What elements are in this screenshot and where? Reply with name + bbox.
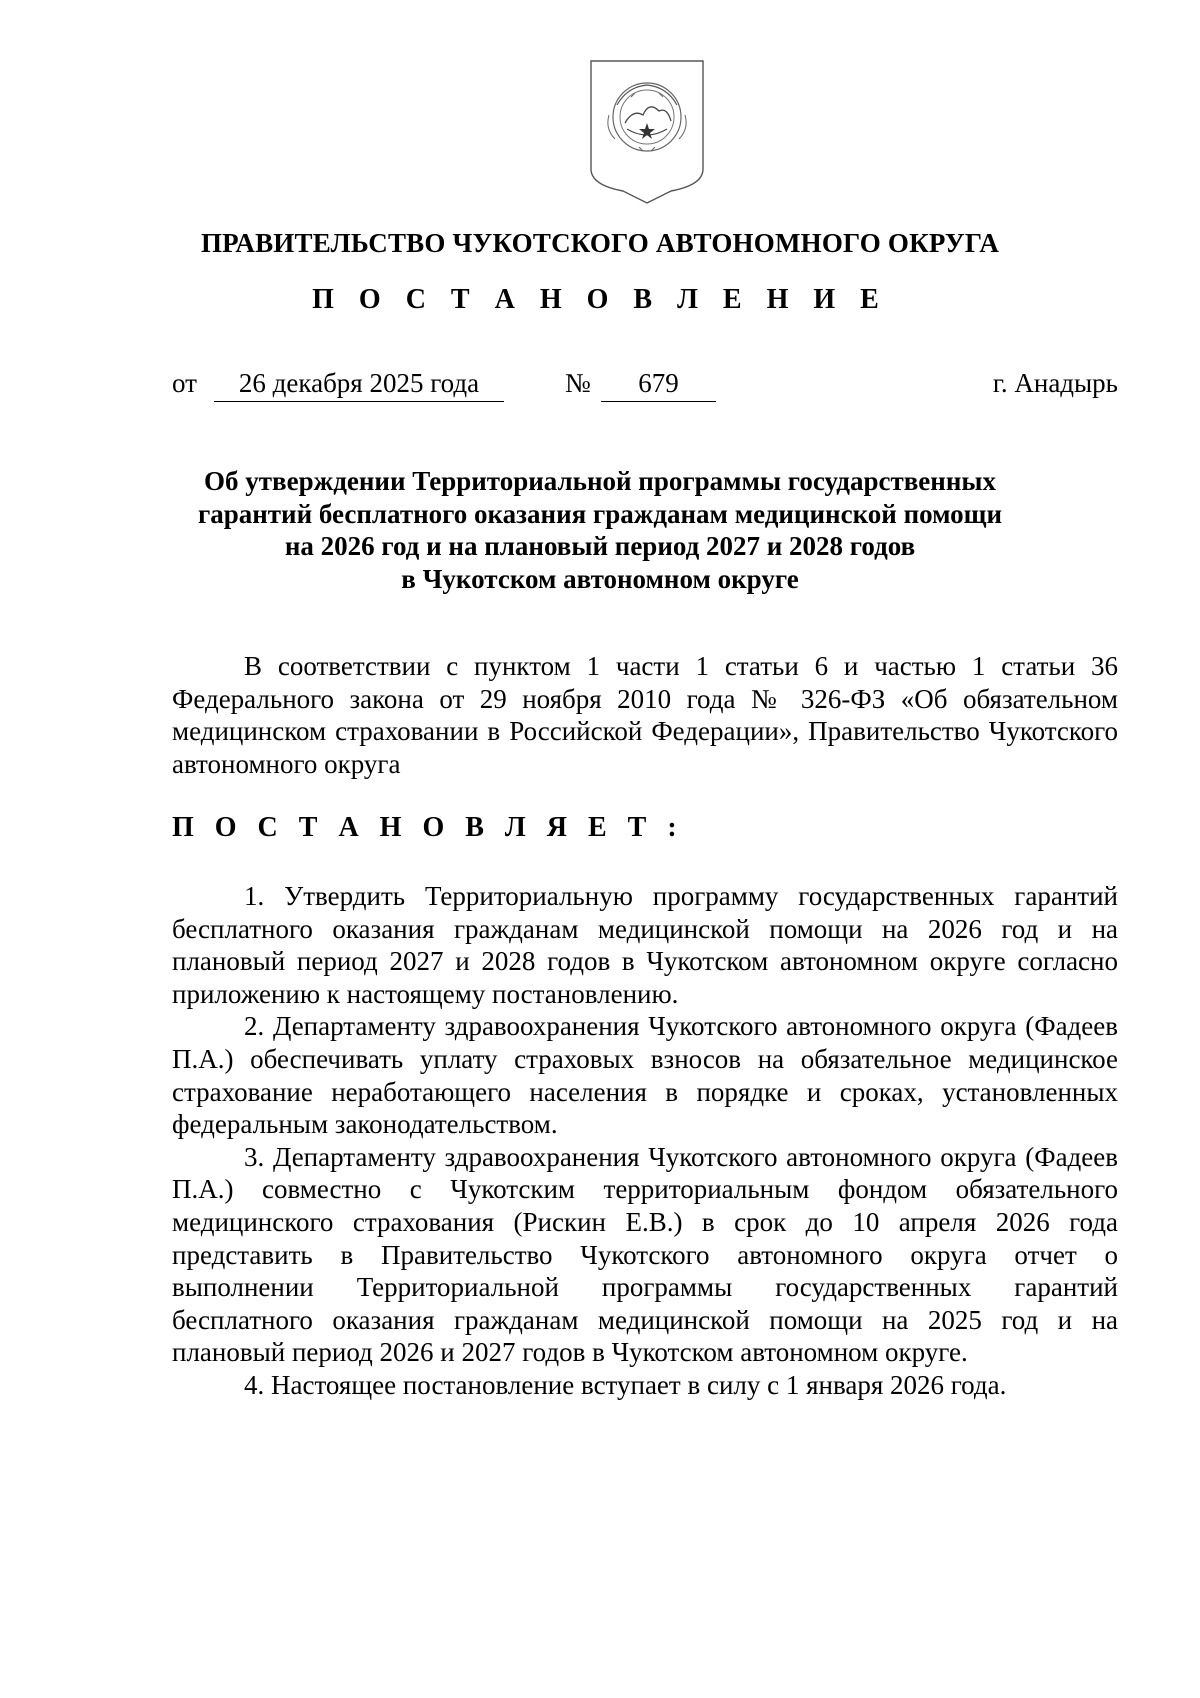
issue-city: г. Анадырь xyxy=(992,368,1118,398)
decree-subject xyxy=(150,465,1050,595)
resolves-heading: П О С Т А Н О В Л Я Е Т : xyxy=(172,812,684,843)
decree-number: 679 xyxy=(601,368,716,402)
subject-line: Об утверждении Территориальной программы государственных xyxy=(204,466,996,496)
preamble-paragraph: В соответствии с пунктом 1 части 1 статьи 6 и частью 1 статьи 36 Федерального закона от 29 ноября 2010 года № 326-ФЗ «Об обязательном медицинском страховании в Российской Федерации», Правительство Чукотского автономного округа xyxy=(172,651,1118,779)
decree-item: 4. Настоящее постановление вступает в силу с 1 января 2026 года. xyxy=(244,1369,1007,1400)
government-title: ПРАВИТЕЛЬСТВО ЧУКОТСКОГО АВТОНОМНОГО ОКРУГА xyxy=(200,228,1000,258)
date-number-line xyxy=(172,368,1118,404)
subject-line: на 2026 год и на плановый период 2027 и 2028 годов xyxy=(284,531,916,561)
decree-item: 3. Департаменту здравоохранения Чукотского автономного округа (Фадеев П.А.) совместно с Чукотским территориальным фондом обязательного медицинского страхования (Рискин Е.В.) в срок до 10 апреля 2026 года представить в Правительство Чукотского автономного округа отчет о выполнении Территориальной программы государственных гарантий бесплатного оказания гражданам медицинской помощи на 2025 год и на плановый период 2026 и 2027 годов в Чукотском автономном округе. xyxy=(172,1141,1118,1368)
decree-date: 26 декабря 2025 года xyxy=(214,368,504,402)
number-sign: № xyxy=(565,368,591,398)
decree-items xyxy=(172,880,1118,1402)
document-type-title: П О С Т А Н О В Л Е Н И Е xyxy=(312,284,888,315)
decree-item: 1. Утвердить Территориальную программу государственных гарантий бесплатного оказания гражданам медицинской помощи на 2026 год и на плановый период 2027 и 2028 годов в Чукотском автономном округе согласно приложению к настоящему постановлению. xyxy=(172,881,1118,1009)
coat-of-arms-emblem xyxy=(587,57,707,207)
preamble-section xyxy=(172,650,1118,780)
subject-line: в Чукотском автономном округе xyxy=(401,563,799,594)
subject-line: гарантий бесплатного оказания гражданам медицинской помощи xyxy=(197,498,1003,529)
date-from-label: от xyxy=(172,368,197,398)
decree-item: 2. Департаменту здравоохранения Чукотского автономного округа (Фадеев П.А.) обеспечивать уплату страховых взносов на обязательное медицинское страхование неработающего населения в порядке и сроках, установленных федеральным законодательством. xyxy=(172,1011,1118,1140)
